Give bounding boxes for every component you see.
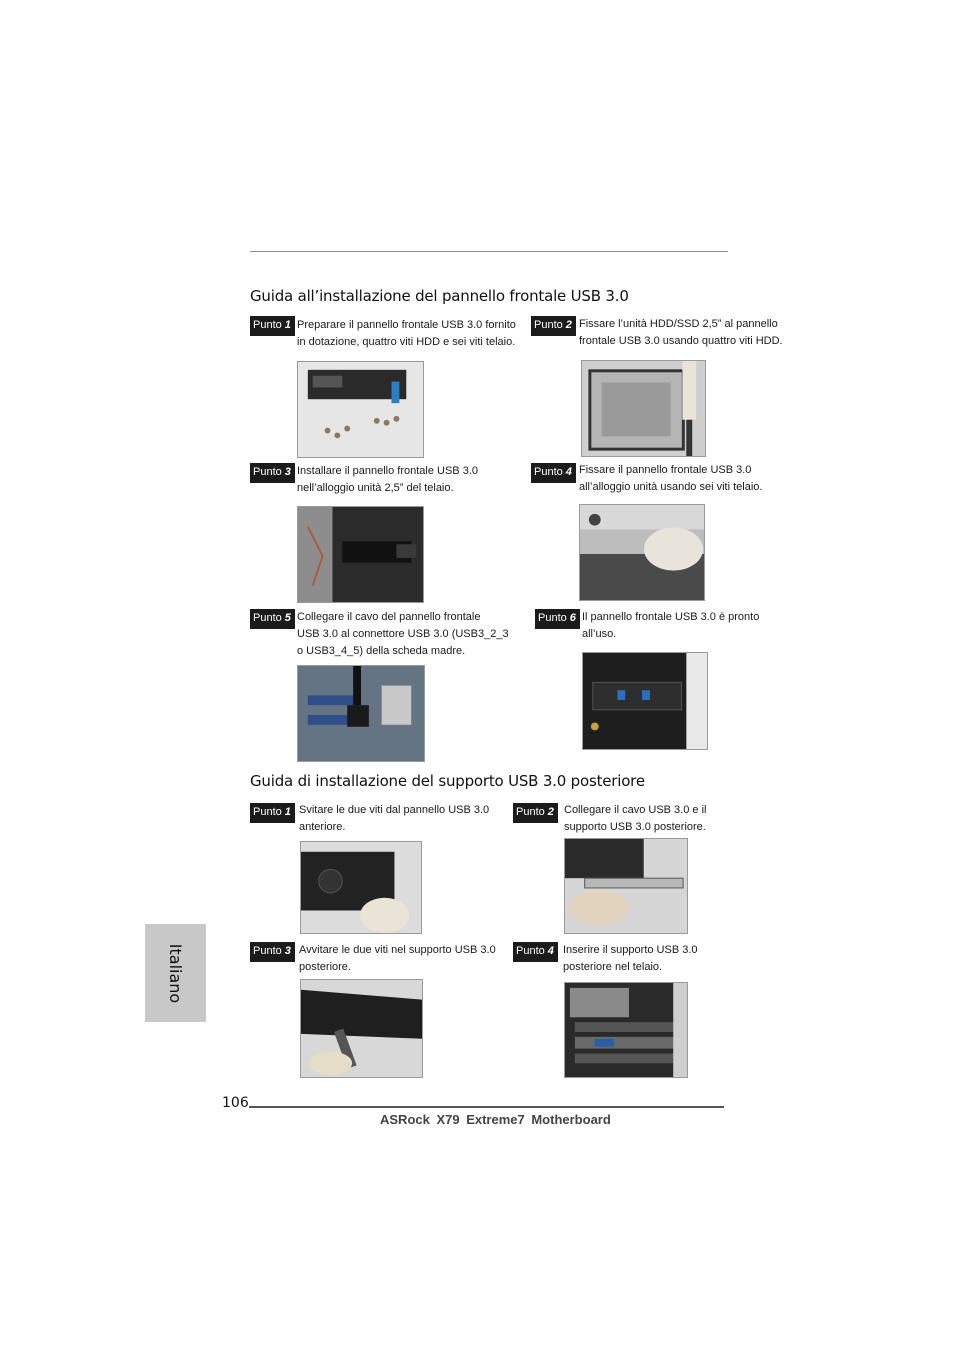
step-number: 6 [569,612,576,624]
step-line: Preparare il pannello frontale USB 3.0 fornito [297,319,516,331]
step-label: Punto [253,466,282,478]
step-line: Inserire il supporto USB 3.0 [563,944,698,956]
step-line: Collegare il cavo del pannello frontale [297,611,481,623]
step-line: USB 3.0 al connettore USB 3.0 (USB3_2_3 [297,628,509,640]
step-line: o USB3_4_5) della scheda madre. [297,645,466,657]
step2-photo [581,360,706,457]
step-line: Fissare l’unità HDD/SSD 2,5” al pannello [579,318,778,330]
step2-badge [531,316,576,336]
s2-step3-photo [300,979,423,1078]
step-label: Punto [534,466,563,478]
step-line: Svitare le due viti dal pannello USB 3.0 [299,804,490,816]
footer-product: ASRock X79 Extreme7 Motherboard [380,1112,611,1127]
step-number: 1 [284,806,291,818]
step-line: Fissare il pannello frontale USB 3.0 [579,464,752,476]
step4-badge [531,463,576,483]
step-line: Il pannello frontale USB 3.0 è pronto [582,611,760,623]
step-label: Punto [253,319,282,331]
step6-text [582,609,759,643]
language-side-tab [145,924,206,1022]
step3-photo [297,506,424,603]
step-number: 5 [284,612,291,624]
step-label: Punto [516,806,545,818]
step-line: supporto USB 3.0 posteriore. [564,821,706,833]
step-label: Punto [253,612,282,624]
step-label: Punto [516,945,545,957]
step1-text [297,317,516,351]
step5-badge [250,609,295,629]
step5-photo [297,665,425,762]
step-line: posteriore. [299,961,351,973]
step-number: 3 [284,945,291,957]
section1-title: Guida all’installazione del pannello frontale USB 3.0 [250,287,629,305]
s2-step2-badge [513,803,558,823]
step-line: anteriore. [299,821,346,833]
step-line: posteriore nel telaio. [563,961,663,973]
step-label: Punto [534,319,563,331]
step-line: frontale USB 3.0 usando quattro viti HDD. [579,335,783,347]
header-rule [250,251,728,252]
s2-step1-text [299,802,489,836]
step2-text [579,316,783,350]
step-line: Avvitare le due viti nel supporto USB 3.0 [299,944,496,956]
s2-step3-text [299,942,496,976]
step6-badge [535,609,580,629]
step-line: Collegare il cavo USB 3.0 e il [564,804,707,816]
section2-title: Guida di installazione del supporto USB 3.0 posteriore [250,772,645,790]
step6-photo [582,652,708,750]
step5-text [297,609,509,660]
step-line: nell’alloggio unità 2,5” del telaio. [297,482,454,494]
s2-step2-text [564,802,706,836]
step3-text [297,463,478,497]
step-label: Punto [253,945,282,957]
step4-photo [579,504,705,601]
step4-text [579,462,762,496]
step-number: 4 [547,945,554,957]
step-label: Punto [538,612,567,624]
s2-step3-badge [250,942,295,962]
step-line: all’alloggio unità usando sei viti telaio. [579,481,763,493]
step-number: 2 [565,319,572,331]
side-tab-label: Italiano [165,943,185,1003]
step1-photo [297,361,424,458]
step3-badge [250,463,295,483]
s2-step4-badge [513,942,558,962]
page-number: 106 [222,1095,249,1111]
step-number: 2 [547,806,554,818]
step-number: 1 [284,319,291,331]
s2-step4-text [563,942,698,976]
step1-badge [250,316,295,336]
step-line: all’uso. [582,628,617,640]
footer-rule [249,1106,724,1108]
step-number: 4 [565,466,572,478]
step-line: Installare il pannello frontale USB 3.0 [297,465,478,477]
s2-step2-photo [564,838,688,934]
s2-step1-badge [250,803,295,823]
s2-step4-photo [564,982,688,1078]
step-label: Punto [253,806,282,818]
step-line: in dotazione, quattro viti HDD e sei viti telaio. [297,336,516,348]
step-number: 3 [284,466,291,478]
s2-step1-photo [300,841,422,934]
